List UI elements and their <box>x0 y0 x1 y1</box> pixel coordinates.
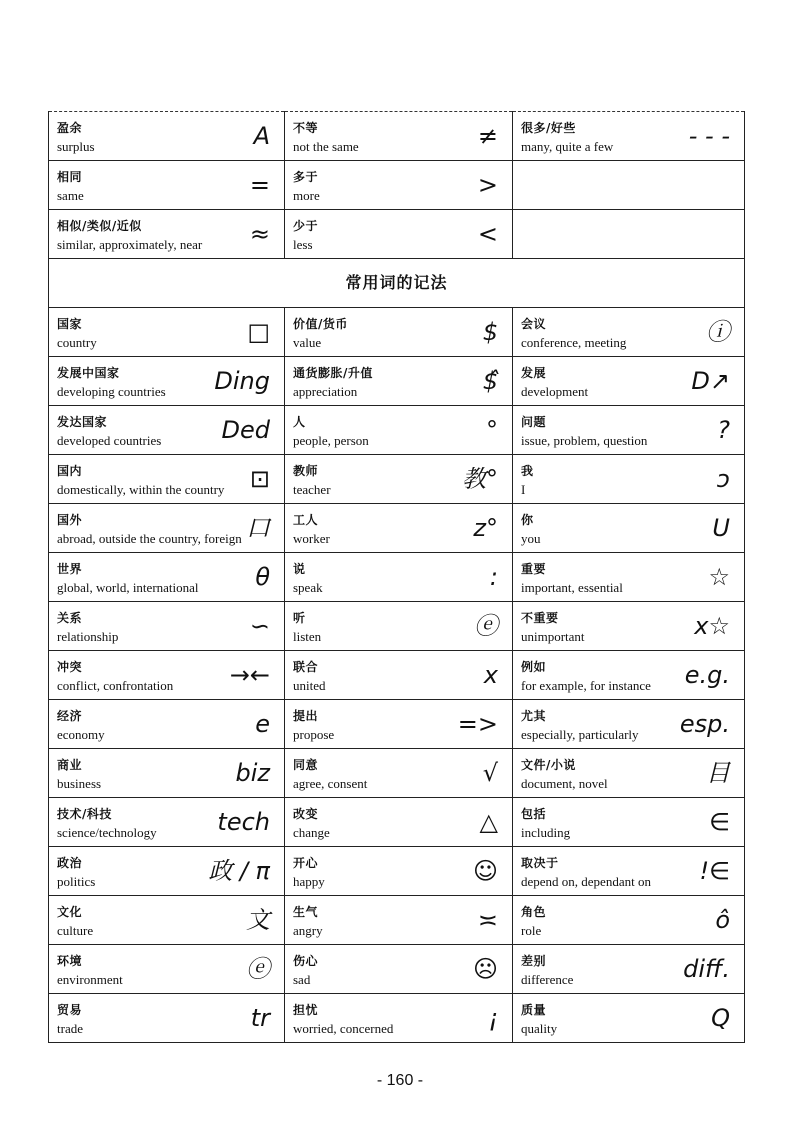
term-cell <box>513 896 745 945</box>
note-symbol: x☆ <box>694 612 730 640</box>
english-term: issue, problem, question <box>521 433 648 448</box>
english-term: listen <box>293 629 322 644</box>
note-symbol: 文 <box>246 906 270 934</box>
chinese-term: 教师 <box>293 464 319 478</box>
term-cell <box>49 798 285 847</box>
chinese-term: 相同 <box>57 170 83 184</box>
chinese-term: 你 <box>521 513 534 527</box>
english-term: conflict, confrontation <box>57 678 174 693</box>
term-cell <box>49 847 285 896</box>
note-symbol: < <box>477 220 498 248</box>
term-cell <box>513 455 745 504</box>
term-cell <box>49 406 285 455</box>
table-row <box>49 504 745 553</box>
english-term: important, essential <box>521 580 623 595</box>
english-term: not the same <box>293 139 359 154</box>
term-cell <box>285 553 513 602</box>
chinese-term: 会议 <box>521 317 547 331</box>
english-term: speak <box>293 580 323 595</box>
term-cell <box>513 945 745 994</box>
chinese-term: 通货膨胀/升值 <box>293 366 373 380</box>
note-symbol: - - - <box>688 122 730 150</box>
term-cell <box>513 112 745 161</box>
chinese-term: 国家 <box>57 317 83 331</box>
chinese-term: 不等 <box>293 121 319 135</box>
term-cell <box>285 210 513 259</box>
chinese-term: 环境 <box>57 954 83 968</box>
note-symbol: diff. <box>683 955 730 983</box>
chinese-term: 人 <box>293 415 306 429</box>
page-number: - 160 - <box>376 1072 424 1089</box>
table-row <box>49 406 745 455</box>
table-row <box>49 455 745 504</box>
chinese-term: 国内 <box>57 464 83 478</box>
chinese-term: 说 <box>293 562 306 576</box>
english-term: similar, approximately, near <box>57 237 203 252</box>
term-cell <box>49 308 285 357</box>
note-symbol: A <box>253 122 270 150</box>
english-term: united <box>293 678 326 693</box>
english-term: happy <box>293 874 325 889</box>
section-heading-cell <box>49 259 745 308</box>
english-term: propose <box>293 727 335 742</box>
note-symbol: = <box>249 171 270 199</box>
english-term: economy <box>57 727 105 742</box>
chinese-term: 例如 <box>521 660 547 674</box>
chinese-term: 取决于 <box>521 856 559 870</box>
chinese-term: 少于 <box>293 219 319 233</box>
note-symbol: θ <box>255 563 270 591</box>
english-term: you <box>521 531 541 546</box>
english-term: same <box>57 188 84 203</box>
english-term: global, world, international <box>57 580 199 595</box>
term-cell <box>513 994 745 1043</box>
term-cell <box>513 798 745 847</box>
english-term: value <box>293 335 322 350</box>
term-cell <box>285 161 513 210</box>
chinese-term: 发展中国家 <box>57 366 120 380</box>
table-row <box>49 602 745 651</box>
term-cell <box>285 406 513 455</box>
note-symbol: ≍ <box>477 906 498 934</box>
chinese-term: 同意 <box>293 758 319 772</box>
note-symbol: $̂ <box>482 367 498 395</box>
note-symbol: ? <box>717 416 730 444</box>
note-symbol: Q <box>711 1004 730 1032</box>
term-cell <box>513 504 745 553</box>
note-symbol: 口 <box>246 514 270 542</box>
english-term: sad <box>293 972 311 987</box>
chinese-term: 提出 <box>293 709 319 723</box>
note-symbol: D↗ <box>691 367 730 395</box>
term-cell <box>513 700 745 749</box>
chinese-term: 生气 <box>293 905 319 919</box>
english-term: developed countries <box>57 433 162 448</box>
term-cell <box>285 651 513 700</box>
note-symbol: 政 / π <box>208 857 270 885</box>
chinese-term: 多于 <box>293 170 319 184</box>
note-symbol: tr <box>250 1004 270 1032</box>
chinese-term: 贸易 <box>57 1003 83 1017</box>
chinese-term: 文件/小说 <box>521 758 576 772</box>
table-row <box>49 553 745 602</box>
note-symbol: ∈ <box>709 808 730 836</box>
chinese-term: 价值/货币 <box>293 317 348 331</box>
table-row <box>49 945 745 994</box>
chinese-term: 不重要 <box>521 611 559 625</box>
note-symbol: ≠ <box>477 122 498 150</box>
term-cell <box>513 308 745 357</box>
term-cell <box>49 749 285 798</box>
table-row <box>49 651 745 700</box>
chinese-term: 很多/好些 <box>521 121 576 135</box>
english-term: worried, concerned <box>293 1021 394 1036</box>
chinese-term: 担忧 <box>293 1003 319 1017</box>
note-symbol: ⊡ <box>249 465 270 493</box>
table-row <box>49 994 745 1043</box>
note-symbol: > <box>477 171 498 199</box>
term-cell <box>513 357 745 406</box>
note-symbol: 教° <box>462 465 498 493</box>
chinese-term: 工人 <box>293 513 319 527</box>
chinese-term: 伤心 <box>293 954 319 968</box>
term-cell <box>513 602 745 651</box>
table-row <box>49 847 745 896</box>
term-cell <box>513 406 745 455</box>
term-cell <box>285 847 513 896</box>
note-symbol: : <box>489 563 498 591</box>
term-cell <box>285 112 513 161</box>
term-cell <box>285 308 513 357</box>
table-row <box>49 308 745 357</box>
english-term: business <box>57 776 102 791</box>
chinese-term: 重要 <box>521 562 547 576</box>
english-term: for example, for instance <box>521 678 651 693</box>
term-cell <box>513 553 745 602</box>
term-cell <box>49 896 285 945</box>
note-symbol: ☆ <box>708 563 730 591</box>
term-cell <box>49 945 285 994</box>
chinese-term: 问题 <box>521 415 547 429</box>
english-term: many, quite a few <box>521 139 614 154</box>
english-term: especially, particularly <box>521 727 639 742</box>
english-term: developing countries <box>57 384 166 399</box>
chinese-term: 盈余 <box>57 121 83 135</box>
chinese-term: 发达国家 <box>57 415 108 429</box>
section-heading-row <box>49 259 745 308</box>
note-symbol: biz <box>235 759 270 787</box>
chinese-term: 包括 <box>521 807 547 821</box>
note-symbol: √ <box>482 759 498 787</box>
english-term: domestically, within the country <box>57 482 225 497</box>
term-cell <box>285 749 513 798</box>
term-cell <box>513 161 745 210</box>
note-symbol: => <box>457 710 498 738</box>
note-symbol: e.g. <box>684 661 730 689</box>
term-cell <box>285 700 513 749</box>
table-row <box>49 896 745 945</box>
english-term: I <box>521 482 526 497</box>
chinese-term: 文化 <box>57 905 83 919</box>
english-term: culture <box>57 923 94 938</box>
term-cell <box>49 994 285 1043</box>
note-symbol: ↄ <box>716 465 730 493</box>
chinese-term: 技术/科技 <box>57 807 112 821</box>
chinese-term: 听 <box>293 611 306 625</box>
note-symbol: ° <box>486 416 498 444</box>
table-row <box>49 749 745 798</box>
term-cell <box>513 651 745 700</box>
english-term: environment <box>57 972 123 987</box>
term-cell <box>285 602 513 651</box>
chinese-term: 改变 <box>293 807 319 821</box>
note-symbol: ¡ <box>488 1004 498 1032</box>
note-symbol: ⓘ <box>706 318 730 346</box>
chinese-term: 我 <box>521 464 534 478</box>
note-symbol: U <box>712 514 730 542</box>
note-symbol: z° <box>473 514 498 542</box>
note-symbol: →← <box>229 661 270 689</box>
note-symbol: □ <box>247 318 270 346</box>
chinese-term: 经济 <box>57 709 83 723</box>
english-term: relationship <box>57 629 119 644</box>
chinese-term: 国外 <box>57 513 83 527</box>
term-cell <box>513 847 745 896</box>
term-cell <box>49 455 285 504</box>
table-row <box>49 112 745 161</box>
term-cell <box>49 651 285 700</box>
note-symbol: ⅹ <box>483 661 498 689</box>
table-row <box>49 798 745 847</box>
term-cell <box>49 602 285 651</box>
note-symbol: ⓔ <box>474 612 498 640</box>
term-cell <box>285 945 513 994</box>
table-row <box>49 357 745 406</box>
section-title: 常用词的记法 <box>345 273 448 292</box>
english-term: teacher <box>293 482 331 497</box>
term-cell <box>285 455 513 504</box>
chinese-term: 相似/类似/近似 <box>57 219 142 233</box>
chinese-term: 商业 <box>57 758 83 772</box>
table-row <box>49 700 745 749</box>
chinese-term: 角色 <box>521 905 547 919</box>
english-term: appreciation <box>293 384 358 399</box>
term-cell <box>513 210 745 259</box>
english-term: surplus <box>57 139 95 154</box>
term-cell <box>49 553 285 602</box>
english-term: more <box>293 188 320 203</box>
chinese-term: 关系 <box>57 611 83 625</box>
note-symbol: 目 <box>706 759 730 787</box>
english-term: country <box>57 335 97 350</box>
english-term: role <box>521 923 542 938</box>
chinese-term: 开心 <box>293 856 319 870</box>
term-cell <box>49 357 285 406</box>
english-term: angry <box>293 923 323 938</box>
note-symbol: ∽ <box>249 612 270 640</box>
term-cell <box>49 210 285 259</box>
table-row <box>49 161 745 210</box>
note-symbol: △ <box>479 808 498 836</box>
note-symbol: !∈ <box>699 857 730 885</box>
note-symbol: ☺ <box>472 857 498 885</box>
chinese-term: 世界 <box>57 562 83 576</box>
note-symbol: Ded <box>221 416 270 444</box>
chinese-term: 政治 <box>57 856 83 870</box>
english-term: change <box>293 825 330 840</box>
note-symbol: e <box>255 710 270 738</box>
note-symbol: ⓔ <box>246 955 270 983</box>
english-term: depend on, dependant on <box>521 874 651 889</box>
note-symbol: esp. <box>679 710 730 738</box>
note-symbol: $ <box>482 318 498 346</box>
term-cell <box>49 700 285 749</box>
english-term: abroad, outside the country, foreign <box>57 531 242 546</box>
chinese-term: 发展 <box>521 366 547 380</box>
term-cell <box>285 896 513 945</box>
english-term: worker <box>293 531 330 546</box>
english-term: including <box>521 825 571 840</box>
term-cell <box>49 161 285 210</box>
vocabulary-table <box>48 111 745 1043</box>
english-term: document, novel <box>521 776 608 791</box>
term-cell <box>285 504 513 553</box>
note-symbol: tech <box>217 808 270 836</box>
note-symbol: ☹ <box>472 955 498 983</box>
english-term: unimportant <box>521 629 585 644</box>
english-term: people, person <box>293 433 369 448</box>
english-term: science/technology <box>57 825 157 840</box>
term-cell <box>285 994 513 1043</box>
term-cell <box>285 798 513 847</box>
term-cell <box>49 112 285 161</box>
english-term: politics <box>57 874 96 889</box>
note-symbol: Ding <box>214 367 270 395</box>
table-row <box>49 210 745 259</box>
term-cell <box>285 357 513 406</box>
english-term: conference, meeting <box>521 335 627 350</box>
chinese-term: 质量 <box>521 1003 547 1017</box>
note-symbol: ô <box>715 906 730 934</box>
note-symbol: ≈ <box>249 220 270 248</box>
english-term: agree, consent <box>293 776 368 791</box>
term-cell <box>513 749 745 798</box>
chinese-term: 联合 <box>293 660 319 674</box>
chinese-term: 差别 <box>521 954 547 968</box>
english-term: quality <box>521 1021 558 1036</box>
english-term: difference <box>521 972 574 987</box>
english-term: less <box>293 237 313 252</box>
term-cell <box>49 504 285 553</box>
english-term: trade <box>57 1021 83 1036</box>
chinese-term: 尤其 <box>521 709 547 723</box>
chinese-term: 冲突 <box>57 660 83 674</box>
english-term: development <box>521 384 589 399</box>
